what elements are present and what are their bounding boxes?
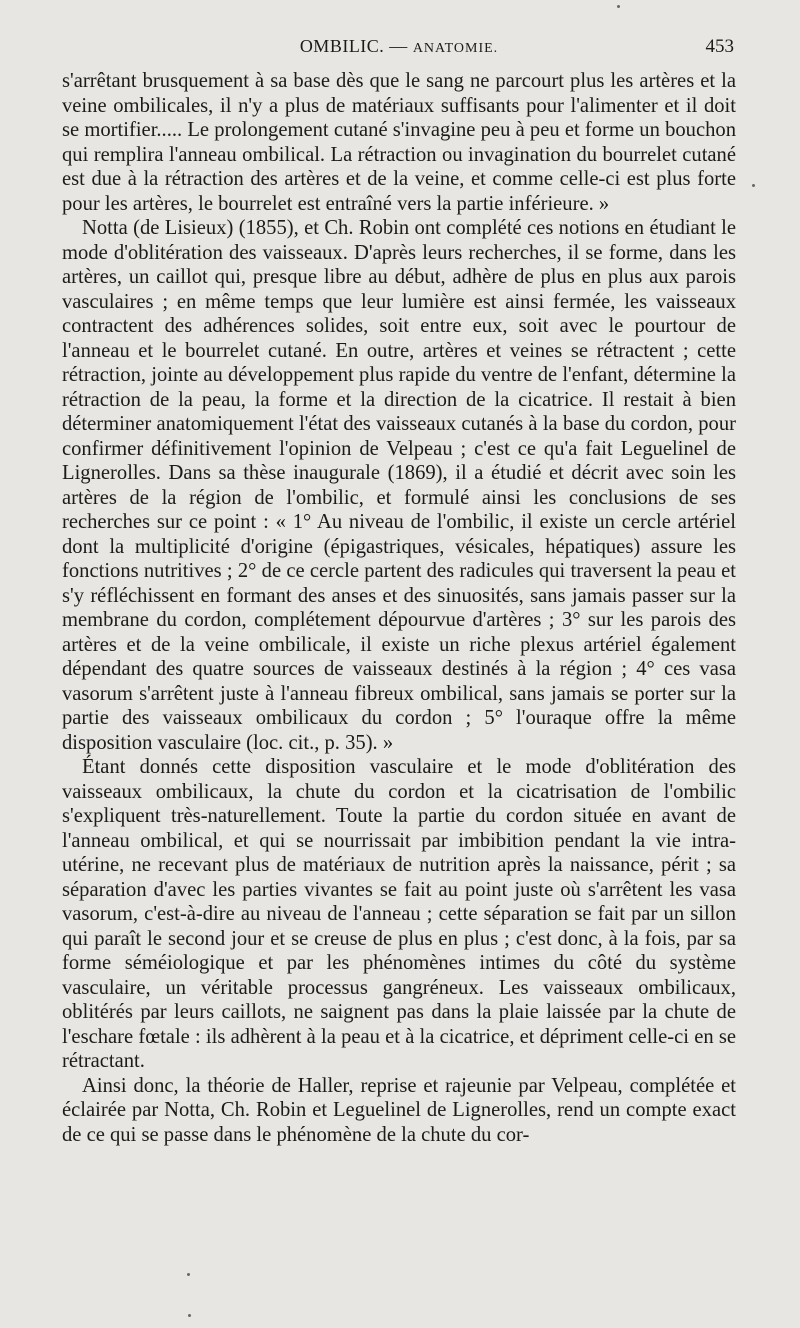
speck-mark [188,1314,191,1317]
paragraph-4: Ainsi donc, la théorie de Haller, reprise et rajeunie par Velpeau, complétée et éclairée par Notta, Ch. Robin et Leguelinel de Lignerolles, rend un compte exact de ce qui se passe dans le phénomène de la chute du cor- [62,1074,736,1146]
running-title-main: OMBILIC. — [299,36,413,56]
page-number: 453 [705,36,734,57]
speck-mark [617,5,620,8]
speck-mark [752,184,755,187]
speck-mark [187,1273,190,1276]
running-title [62,36,736,57]
page-header [62,36,736,62]
paragraph-2: Notta (de Lisieux) (1855), et Ch. Robin ont complété ces notions en étudiant le mode d'oblitération des vaisseaux. D'après leurs recherches, il se forme, dans les artères, un caillot qui, presque libre au début, adhère de plus en plus aux parois vasculaires ; en même temps que leur lumière est ainsi fermée, les vaisseaux contractent des adhérences solides, soit entre eux, soit avec le pourtour de l'anneau et le bourrelet cutané. En outre, artères et veines se rétractent ; cette rétraction, jointe au développement plus rapide du ventre de l'enfant, détermine la rétraction de la peau, la forme et la direction de la cicatrice. Il restait à bien déterminer anatomiquement l'état des vaisseaux cutanés à la base du cordon, pour confirmer définitivement l'opinion de Velpeau ; c'est ce qu'a fait Leguelinel de Lignerolles. Dans sa thèse inaugurale (1869), il a étudié et décrit avec soin les artères de la région de l'ombilic, et formulé ainsi les conclusions de ses recherches sur ce point : « 1° Au niveau de l'ombilic, il existe un cercle artériel dont la multiplicité d'origine (épigastriques, vésicales, hépatiques) assure les fonctions nutritives ; 2° de ce cercle partent des radicules qui traversent la peau et s'y réfléchissent en formant des anses et des sinuosités, sans jamais passer sur la membrane du cordon, complétement dépourvue d'artères ; 3° sur les parois des artères et de la veine ombilicale, il existe un riche plexus artériel également dépendant des quatre sources de vaisseaux destinés à la région ; 4° ces vasa vasorum s'arrêtent juste à l'anneau fibreux ombilical, sans jamais se porter sur la partie des vaisseaux ombilicaux du cordon ; 5° l'ouraque offre la même disposition vasculaire (loc. cit., p. 35). » [62,217,736,754]
body-text [62,69,736,1147]
paragraph-3: Étant donnés cette disposition vasculaire et le mode d'oblitération des vaisseaux ombilicaux, la chute du cordon et la cicatrisation de l'ombilic s'expliquent très-naturellement. Toute la partie du cordon située en avant de l'anneau ombilical, et qui se nourrissait par imbibition pendant la vie intra-utérine, ne recevant plus de matériaux de nutrition après la naissance, périt ; sa séparation d'avec les parties vivantes se fait au point juste où s'arrêtent les vasa vasorum, c'est-à-dire au niveau de l'anneau ; cette séparation se fait par un sillon qui paraît le second jour et se creuse de plus en plus ; c'est donc, à la fois, par sa forme séméiologique et par les phénomènes intimes du côté du système vasculaire, un véritable processus gangréneux. Les vaisseaux ombilicaux, oblitérés par leurs caillots, ne saignent pas dans la plaie laissée par la chute de l'eschare fœtale : ils adhèrent à la peau et à la cicatrice, et dépriment celle-ci en se rétractant. [62,756,736,1072]
running-title-section: ANATOMIE. [412,41,499,56]
paragraph-1: s'arrêtant brusquement à sa base dès que le sang ne parcourt plus les artères et la veine ombilicales, il n'y a plus de matériaux suffisants pour l'alimenter et il doit se mortifier..... Le prolongement cutané s'invagine peu à peu et forme un bouchon qui remplira l'anneau ombilical. La rétraction ou invagination du bourrelet cutané est due à la rétraction des artères et de la veine, et comme celle-ci est plus forte pour les artères, le bourrelet est entraîné vers la partie inférieure. » [62,70,736,215]
